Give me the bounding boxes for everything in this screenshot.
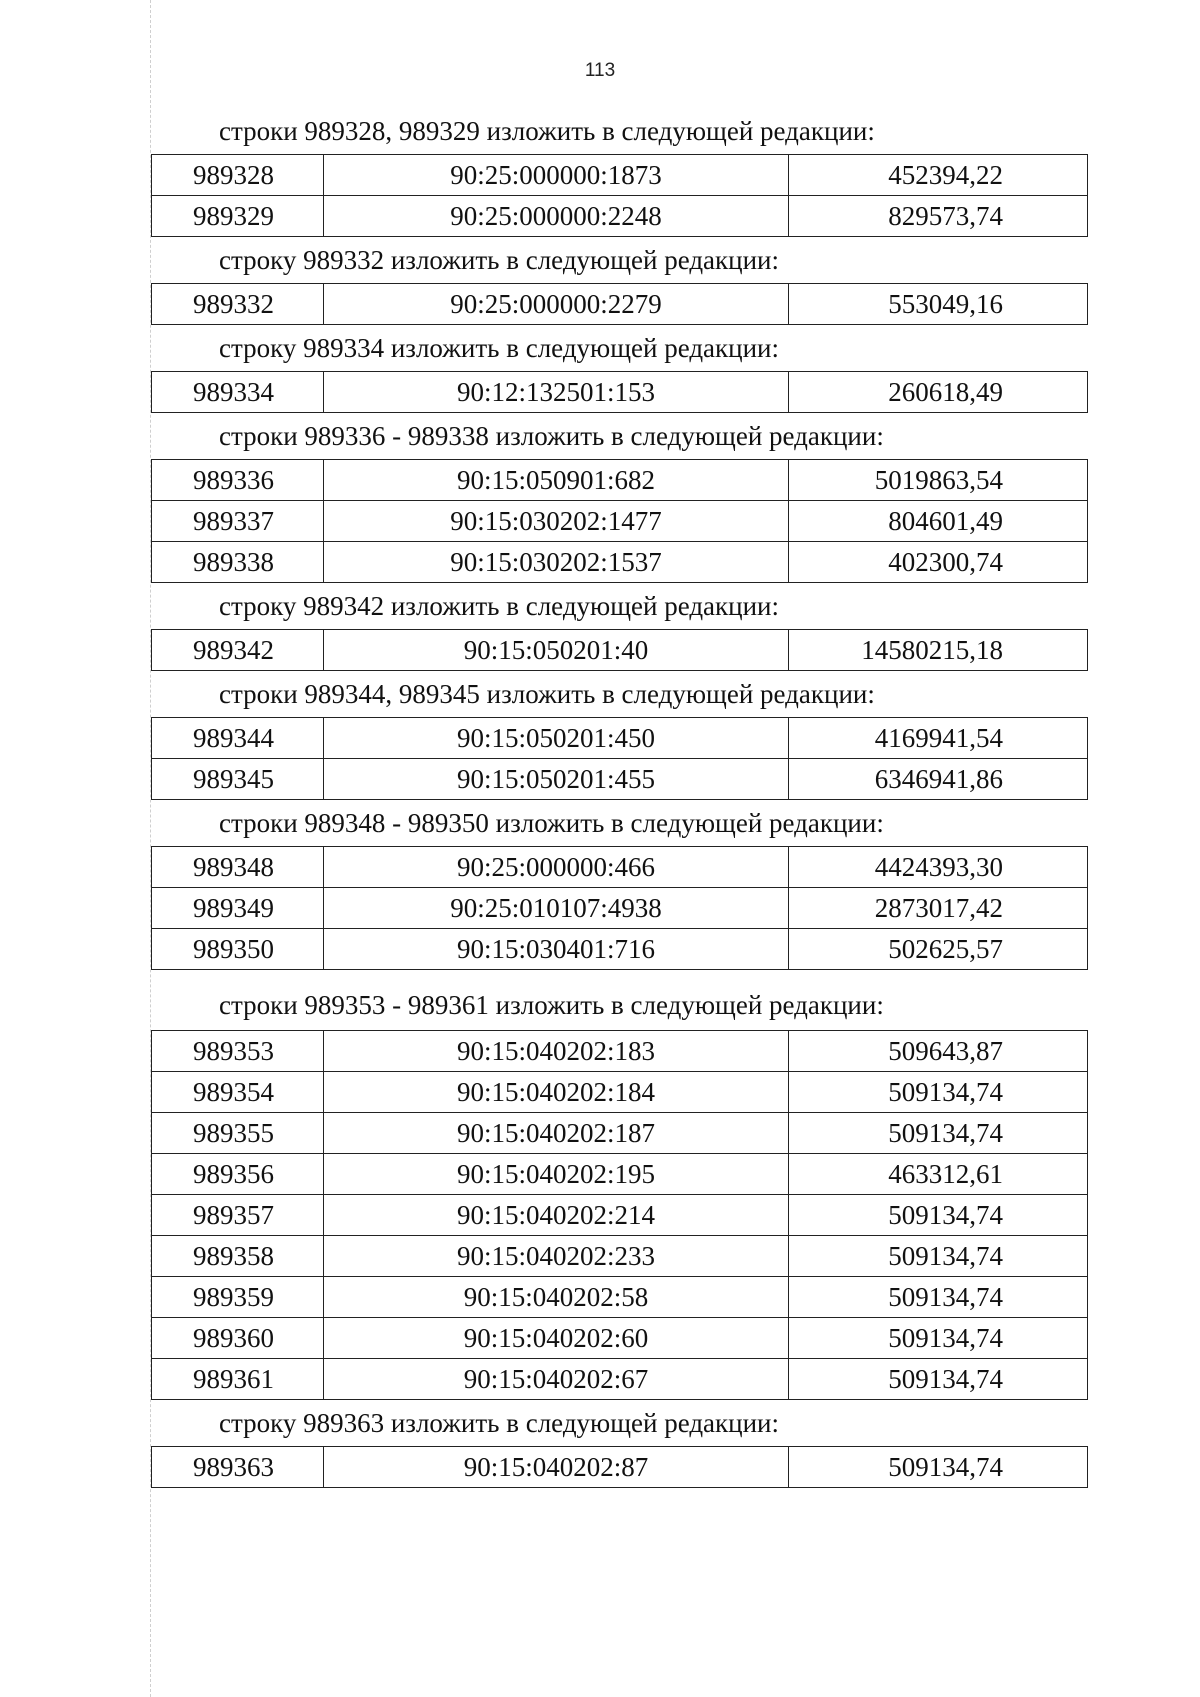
- cadastral-number-cell: 90:15:040202:187: [324, 1113, 789, 1154]
- row-number-cell: 989361: [152, 1359, 324, 1400]
- row-number-cell: 989360: [152, 1318, 324, 1359]
- cadastral-value-cell: 4169941,54: [789, 718, 1088, 759]
- cadastral-value-cell: 4424393,30: [789, 847, 1088, 888]
- cadastral-value-cell: 463312,61: [789, 1154, 1088, 1195]
- section-instruction: строку 989332 изложить в следующей редакции:: [219, 245, 780, 275]
- cadastral-number-cell: 90:12:132501:153: [324, 372, 789, 413]
- data-table: [151, 459, 1088, 583]
- section-instruction: строку 989342 изложить в следующей редакции:: [219, 591, 780, 621]
- cadastral-number-cell: 90:15:040202:87: [324, 1447, 789, 1488]
- table-row: [152, 1072, 1088, 1113]
- cadastral-number-cell: 90:15:050901:682: [324, 460, 789, 501]
- cadastral-value-cell: 6346941,86: [789, 759, 1088, 800]
- data-table: [151, 1030, 1088, 1400]
- row-number-cell: 989329: [152, 196, 324, 237]
- table-row: [152, 888, 1088, 929]
- cadastral-number-cell: 90:25:000000:466: [324, 847, 789, 888]
- cadastral-number-cell: 90:25:000000:2248: [324, 196, 789, 237]
- table-row: [152, 1277, 1088, 1318]
- row-number-cell: 989356: [152, 1154, 324, 1195]
- cadastral-number-cell: 90:15:050201:450: [324, 718, 789, 759]
- table-row: [152, 1154, 1088, 1195]
- cadastral-value-cell: 509134,74: [789, 1236, 1088, 1277]
- document-body: [151, 110, 1087, 1490]
- cadastral-number-cell: 90:15:050201:455: [324, 759, 789, 800]
- cadastral-number-cell: 90:15:040202:183: [324, 1031, 789, 1072]
- row-number-cell: 989344: [152, 718, 324, 759]
- table-row: [152, 460, 1088, 501]
- table-row: [152, 929, 1088, 970]
- table-row: [152, 1195, 1088, 1236]
- cadastral-value-cell: 509134,74: [789, 1113, 1088, 1154]
- cadastral-number-cell: 90:25:010107:4938: [324, 888, 789, 929]
- cadastral-value-cell: 2873017,42: [789, 888, 1088, 929]
- cadastral-value-cell: 553049,16: [789, 284, 1088, 325]
- cadastral-number-cell: 90:15:040202:58: [324, 1277, 789, 1318]
- cadastral-value-cell: 509134,74: [789, 1195, 1088, 1236]
- row-number-cell: 989353: [152, 1031, 324, 1072]
- cadastral-number-cell: 90:15:040202:195: [324, 1154, 789, 1195]
- row-number-cell: 989359: [152, 1277, 324, 1318]
- row-number-cell: 989348: [152, 847, 324, 888]
- table-row: [152, 1359, 1088, 1400]
- data-table: [151, 154, 1088, 237]
- section-instruction: строки 989344, 989345 изложить в следующей редакции:: [219, 679, 875, 709]
- row-number-cell: 989334: [152, 372, 324, 413]
- table-row: [152, 372, 1088, 413]
- cadastral-value-cell: 402300,74: [789, 542, 1088, 583]
- table-row: [152, 284, 1088, 325]
- cadastral-value-cell: 260618,49: [789, 372, 1088, 413]
- table-row: [152, 1318, 1088, 1359]
- row-number-cell: 989345: [152, 759, 324, 800]
- section-instruction: строку 989334 изложить в следующей редакции:: [219, 333, 780, 363]
- data-table: [151, 371, 1088, 413]
- table-row: [152, 1236, 1088, 1277]
- data-table: [151, 629, 1088, 671]
- cadastral-value-cell: 509134,74: [789, 1072, 1088, 1113]
- section-instruction: строки 989328, 989329 изложить в следующей редакции:: [219, 116, 875, 146]
- table-row: [152, 1031, 1088, 1072]
- table-row: [152, 542, 1088, 583]
- table-row: [152, 1113, 1088, 1154]
- table-row: [152, 196, 1088, 237]
- row-number-cell: 989354: [152, 1072, 324, 1113]
- data-table: [151, 283, 1088, 325]
- section-instruction: строки 989336 - 989338 изложить в следующей редакции:: [219, 421, 884, 451]
- cadastral-value-cell: 509134,74: [789, 1277, 1088, 1318]
- cadastral-number-cell: 90:25:000000:2279: [324, 284, 789, 325]
- row-number-cell: 989337: [152, 501, 324, 542]
- cadastral-value-cell: 502625,57: [789, 929, 1088, 970]
- cadastral-value-cell: 509134,74: [789, 1447, 1088, 1488]
- table-row: [152, 155, 1088, 196]
- cadastral-number-cell: 90:15:040202:214: [324, 1195, 789, 1236]
- section-instruction: строки 989353 - 989361 изложить в следующей редакции:: [219, 990, 884, 1020]
- cadastral-number-cell: 90:15:040202:233: [324, 1236, 789, 1277]
- section-instruction: строку 989363 изложить в следующей редакции:: [219, 1408, 780, 1438]
- cadastral-number-cell: 90:15:040202:184: [324, 1072, 789, 1113]
- cadastral-value-cell: 452394,22: [789, 155, 1088, 196]
- row-number-cell: 989350: [152, 929, 324, 970]
- table-row: [152, 759, 1088, 800]
- cadastral-value-cell: 804601,49: [789, 501, 1088, 542]
- page-number: 113: [584, 60, 616, 81]
- row-number-cell: 989357: [152, 1195, 324, 1236]
- table-row: [152, 1447, 1088, 1488]
- cadastral-value-cell: 14580215,18: [789, 630, 1088, 671]
- data-table: [151, 846, 1088, 970]
- row-number-cell: 989338: [152, 542, 324, 583]
- data-table: [151, 1446, 1088, 1488]
- table-row: [152, 718, 1088, 759]
- cadastral-number-cell: 90:15:040202:60: [324, 1318, 789, 1359]
- cadastral-value-cell: 509134,74: [789, 1318, 1088, 1359]
- cadastral-value-cell: 509643,87: [789, 1031, 1088, 1072]
- cadastral-value-cell: 5019863,54: [789, 460, 1088, 501]
- cadastral-number-cell: 90:15:030202:1537: [324, 542, 789, 583]
- cadastral-number-cell: 90:15:030401:716: [324, 929, 789, 970]
- row-number-cell: 989358: [152, 1236, 324, 1277]
- row-number-cell: 989355: [152, 1113, 324, 1154]
- cadastral-number-cell: 90:15:050201:40: [324, 630, 789, 671]
- table-row: [152, 630, 1088, 671]
- row-number-cell: 989336: [152, 460, 324, 501]
- table-row: [152, 501, 1088, 542]
- row-number-cell: 989363: [152, 1447, 324, 1488]
- cadastral-number-cell: 90:15:040202:67: [324, 1359, 789, 1400]
- data-table: [151, 717, 1088, 800]
- table-row: [152, 847, 1088, 888]
- section-instruction: строки 989348 - 989350 изложить в следующей редакции:: [219, 808, 884, 838]
- cadastral-number-cell: 90:15:030202:1477: [324, 501, 789, 542]
- row-number-cell: 989349: [152, 888, 324, 929]
- row-number-cell: 989342: [152, 630, 324, 671]
- cadastral-number-cell: 90:25:000000:1873: [324, 155, 789, 196]
- row-number-cell: 989328: [152, 155, 324, 196]
- cadastral-value-cell: 509134,74: [789, 1359, 1088, 1400]
- row-number-cell: 989332: [152, 284, 324, 325]
- cadastral-value-cell: 829573,74: [789, 196, 1088, 237]
